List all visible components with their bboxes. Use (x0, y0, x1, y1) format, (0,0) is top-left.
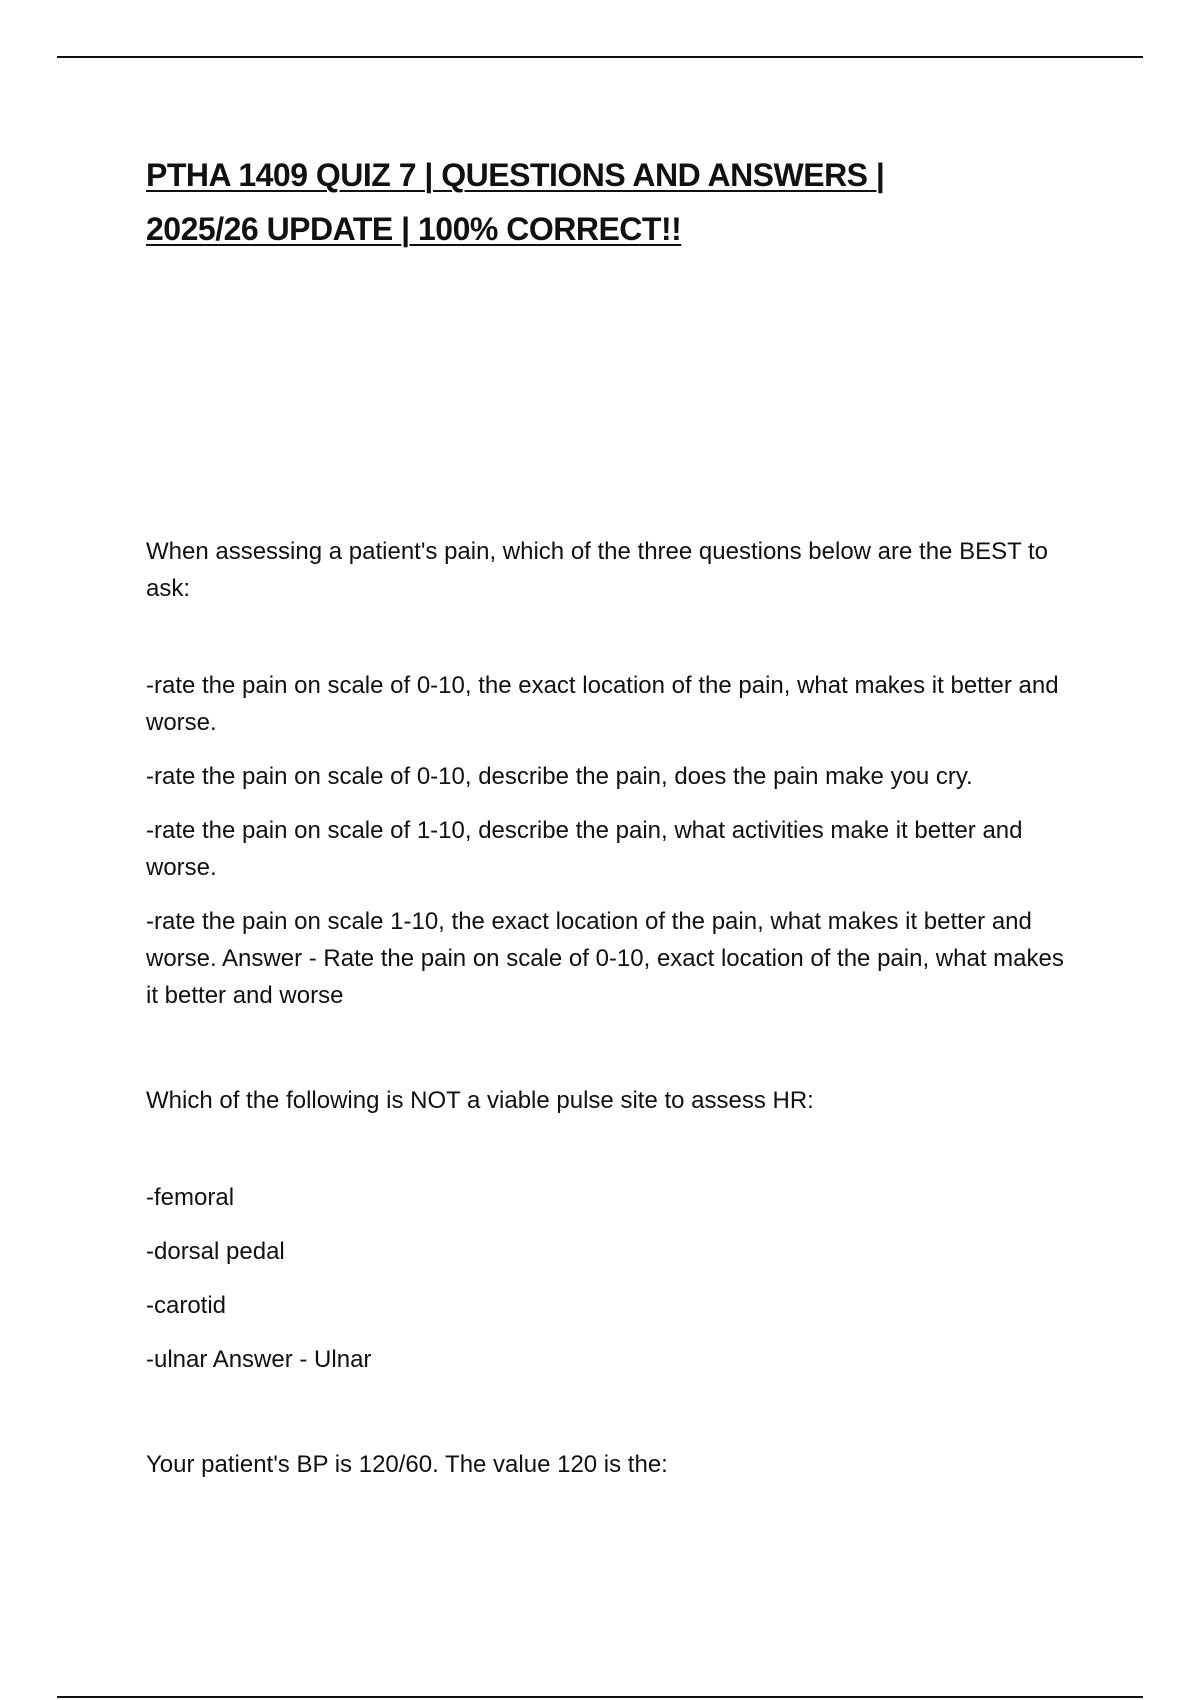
title-line-1: PTHA 1409 QUIZ 7 | QUESTIONS AND ANSWERS | (146, 157, 885, 193)
question-text: Which of the following is NOT a viable pulse site to assess HR: (146, 1087, 814, 1114)
question-text: When assessing a patient's pain, which of the three questions below are the BEST to ask: (146, 538, 1049, 602)
answer-option: -rate the pain on scale 1-10, the exact location of the pain, what makes it better and worse. Answer - Rate the pain on scale of 0-10, exact location of the pain, what makes it better and worse (146, 908, 1064, 1009)
answer-options (146, 667, 1066, 1014)
footer-rule (57, 1696, 1143, 1698)
answer-option: -rate the pain on scale of 1-10, describe the pain, what activities make it better and worse. (146, 817, 1023, 881)
question-block-1 (146, 533, 1066, 1014)
question-text: Your patient's BP is 120/60. The value 120 is the: (146, 1451, 668, 1478)
answer-option: -rate the pain on scale of 0-10, the exact location of the pain, what makes it better and worse. (146, 672, 1059, 736)
answer-options (146, 1179, 1066, 1378)
question-block-2 (146, 1082, 1066, 1378)
document-body (146, 148, 1066, 1551)
header-rule (57, 56, 1143, 58)
question-block-3 (146, 1446, 1066, 1483)
document-title (146, 148, 1066, 256)
answer-option: -femoral (146, 1184, 235, 1211)
answer-option: -dorsal pedal (146, 1238, 285, 1265)
answer-option: -carotid (146, 1292, 227, 1319)
title-line-2: 2025/26 UPDATE | 100% CORRECT!! (146, 211, 682, 247)
answer-option: -ulnar Answer - Ulnar (146, 1346, 372, 1373)
answer-option: -rate the pain on scale of 0-10, describe the pain, does the pain make you cry. (146, 763, 973, 790)
question-list (146, 533, 1066, 1483)
